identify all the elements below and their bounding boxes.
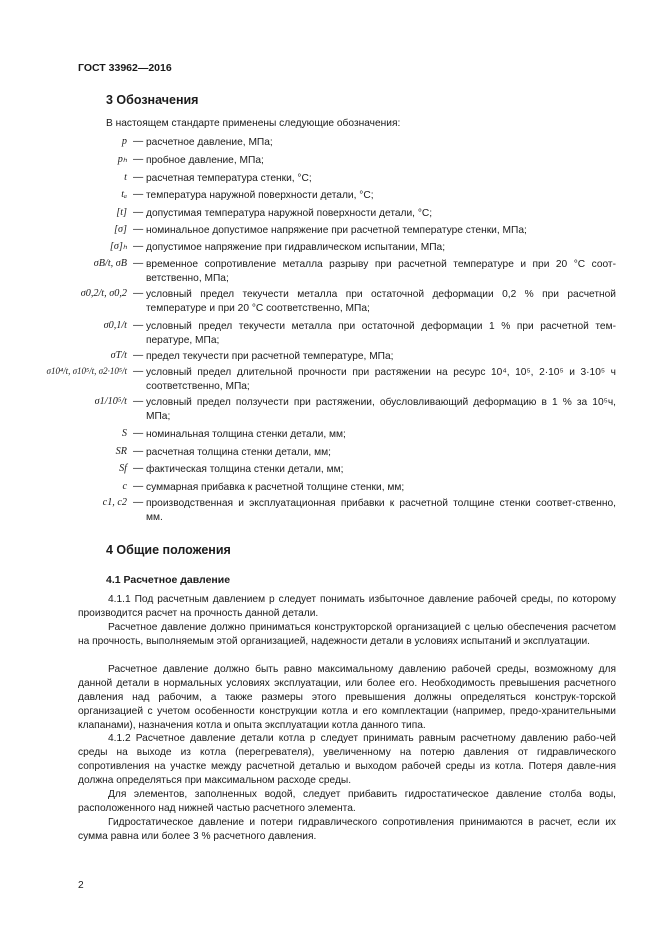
symbol-description: фактическая толщина стенки детали, мм; <box>146 464 344 475</box>
paragraph: Для элементов, заполненных водой, следует прибавить гидростатическое давление столба воды, расположенного над нижней частью расчетного элемента. <box>78 789 616 814</box>
subsection-4-1-title: 4.1 Расчетное давление <box>106 574 231 586</box>
paragraph: Расчетное давление должно быть равно максимальному давлению рабочей среды, возможному для данной детали в нормальных условиях эксплуатации, или более его. Необходимость превышения расчетного давления над рабочим, а также размеры этого превышения должны определяться конструк-торской организацией с учетом особенности конструкции котла и его комплектации (например, предо-хранительными клапанами), назначения котла и опыта эксплуатации котла данного типа. <box>78 664 616 731</box>
symbol-description: производственная и эксплуатационная прибавки к расчетной толщине стенки соответ-ственно, мм. <box>146 498 616 523</box>
symbol: tₐ <box>121 189 127 200</box>
symbol-description: температура наружной поверхности детали, °С; <box>146 190 374 201</box>
symbol: t <box>124 172 127 183</box>
symbol: [σ] <box>114 224 127 235</box>
symbol-description: допустимая температура наружной поверхности детали, °С; <box>146 208 433 219</box>
symbol-description: пробное давление, МПа; <box>146 155 264 166</box>
symbol: S <box>121 428 127 439</box>
symbol: p <box>121 136 127 147</box>
symbol: c1, c2 <box>102 497 127 508</box>
symbol: σB/t, σB <box>93 258 127 269</box>
symbol-description: номинальное допустимое напряжение при расчетной температуре стенки, МПа; <box>146 225 527 236</box>
symbol-description: предел текучести при расчетной температуре, МПа; <box>146 351 394 362</box>
symbol-description: расчетная толщина стенки детали, мм; <box>146 447 331 458</box>
page-number: 2 <box>78 880 84 891</box>
symbol: SR <box>115 446 127 457</box>
symbol-description: временное сопротивление металла разрыву при расчетной температуре и при 20 °С соот-ветственно, МПа; <box>146 259 616 284</box>
paragraph: Расчетное давление должно приниматься конструкторской организацией с целью обеспечения расчетом на прочность, выполняемым этой организацией, надежности детали в условиях испытаний и эксплуатации. <box>78 622 616 647</box>
symbol: Sf <box>119 463 127 474</box>
document-header: ГОСТ 33962—2016 <box>78 62 172 74</box>
symbol-description: суммарная прибавка к расчетной толщине стенки, мм; <box>146 482 405 493</box>
symbol-description: номинальная толщина стенки детали, мм; <box>146 429 346 440</box>
symbol-description: условный предел длительной прочности при растяжении на ресурс 10⁴, 10⁵, 2·10⁵ и 3·10⁵ ч соответственно, МПа; <box>146 367 616 392</box>
section-4-title: 4 Общие положения <box>106 543 231 557</box>
symbol: σ0,2/t, σ0,2 <box>80 288 127 299</box>
symbol-description: условный предел текучести металла при остаточной деформации 0,2 % при расчетной температуре и при 20 °С соответственно, МПа; <box>146 289 616 314</box>
symbol-description: расчетное давление, МПа; <box>146 137 273 148</box>
symbol-description: расчетная температура стенки, °С; <box>146 173 312 184</box>
symbol: σ10⁴/t, σ10⁵/t, σ2·10⁵/t <box>46 366 127 376</box>
symbol-description: допустимое напряжение при гидравлическом испытании, МПа; <box>146 242 446 253</box>
symbol-description: условный предел ползучести при растяжении, обусловливающий деформацию в 1 % за 10⁵ч, МПа; <box>146 397 616 422</box>
symbol: pₕ <box>117 154 127 165</box>
symbol: [t] <box>116 207 127 218</box>
symbol-description: условный предел текучести металла при остаточной деформации 1 % при расчетной тем-пературе, МПа; <box>146 321 616 346</box>
symbol: σ1/10⁵/t <box>94 396 127 407</box>
paragraph: Гидростатическое давление и потери гидравлического сопротивления принимаются в расчет, если их сумма равна или более 3 % расчетного давления. <box>78 817 616 842</box>
paragraph: 4.1.1 Под расчетным давлением p следует понимать избыточное давление рабочей среды, по которому производится расчет на прочность данной детали. <box>78 594 616 619</box>
symbol: σ0,1/t <box>103 320 127 331</box>
symbol: c <box>122 481 127 492</box>
paragraph: 4.1.2 Расчетное давление детали котла p следует принимать равным расчетному давлению рабо-чей среды на выходе из котла (перегревателя), увеличенному на потерю давления от гидравлического сопротивления на участке между расчетной деталью и выходом рабочей среды из котла. Потеря давле-ния должна определяться при максимальном расходе среды. <box>78 733 616 786</box>
symbol: [σ]ₕ <box>109 241 127 252</box>
section-3-intro: В настоящем стандарте применены следующие обозначения: <box>106 118 401 129</box>
symbol: σT/t <box>110 350 127 361</box>
section-3-title: 3 Обозначения <box>106 93 199 107</box>
